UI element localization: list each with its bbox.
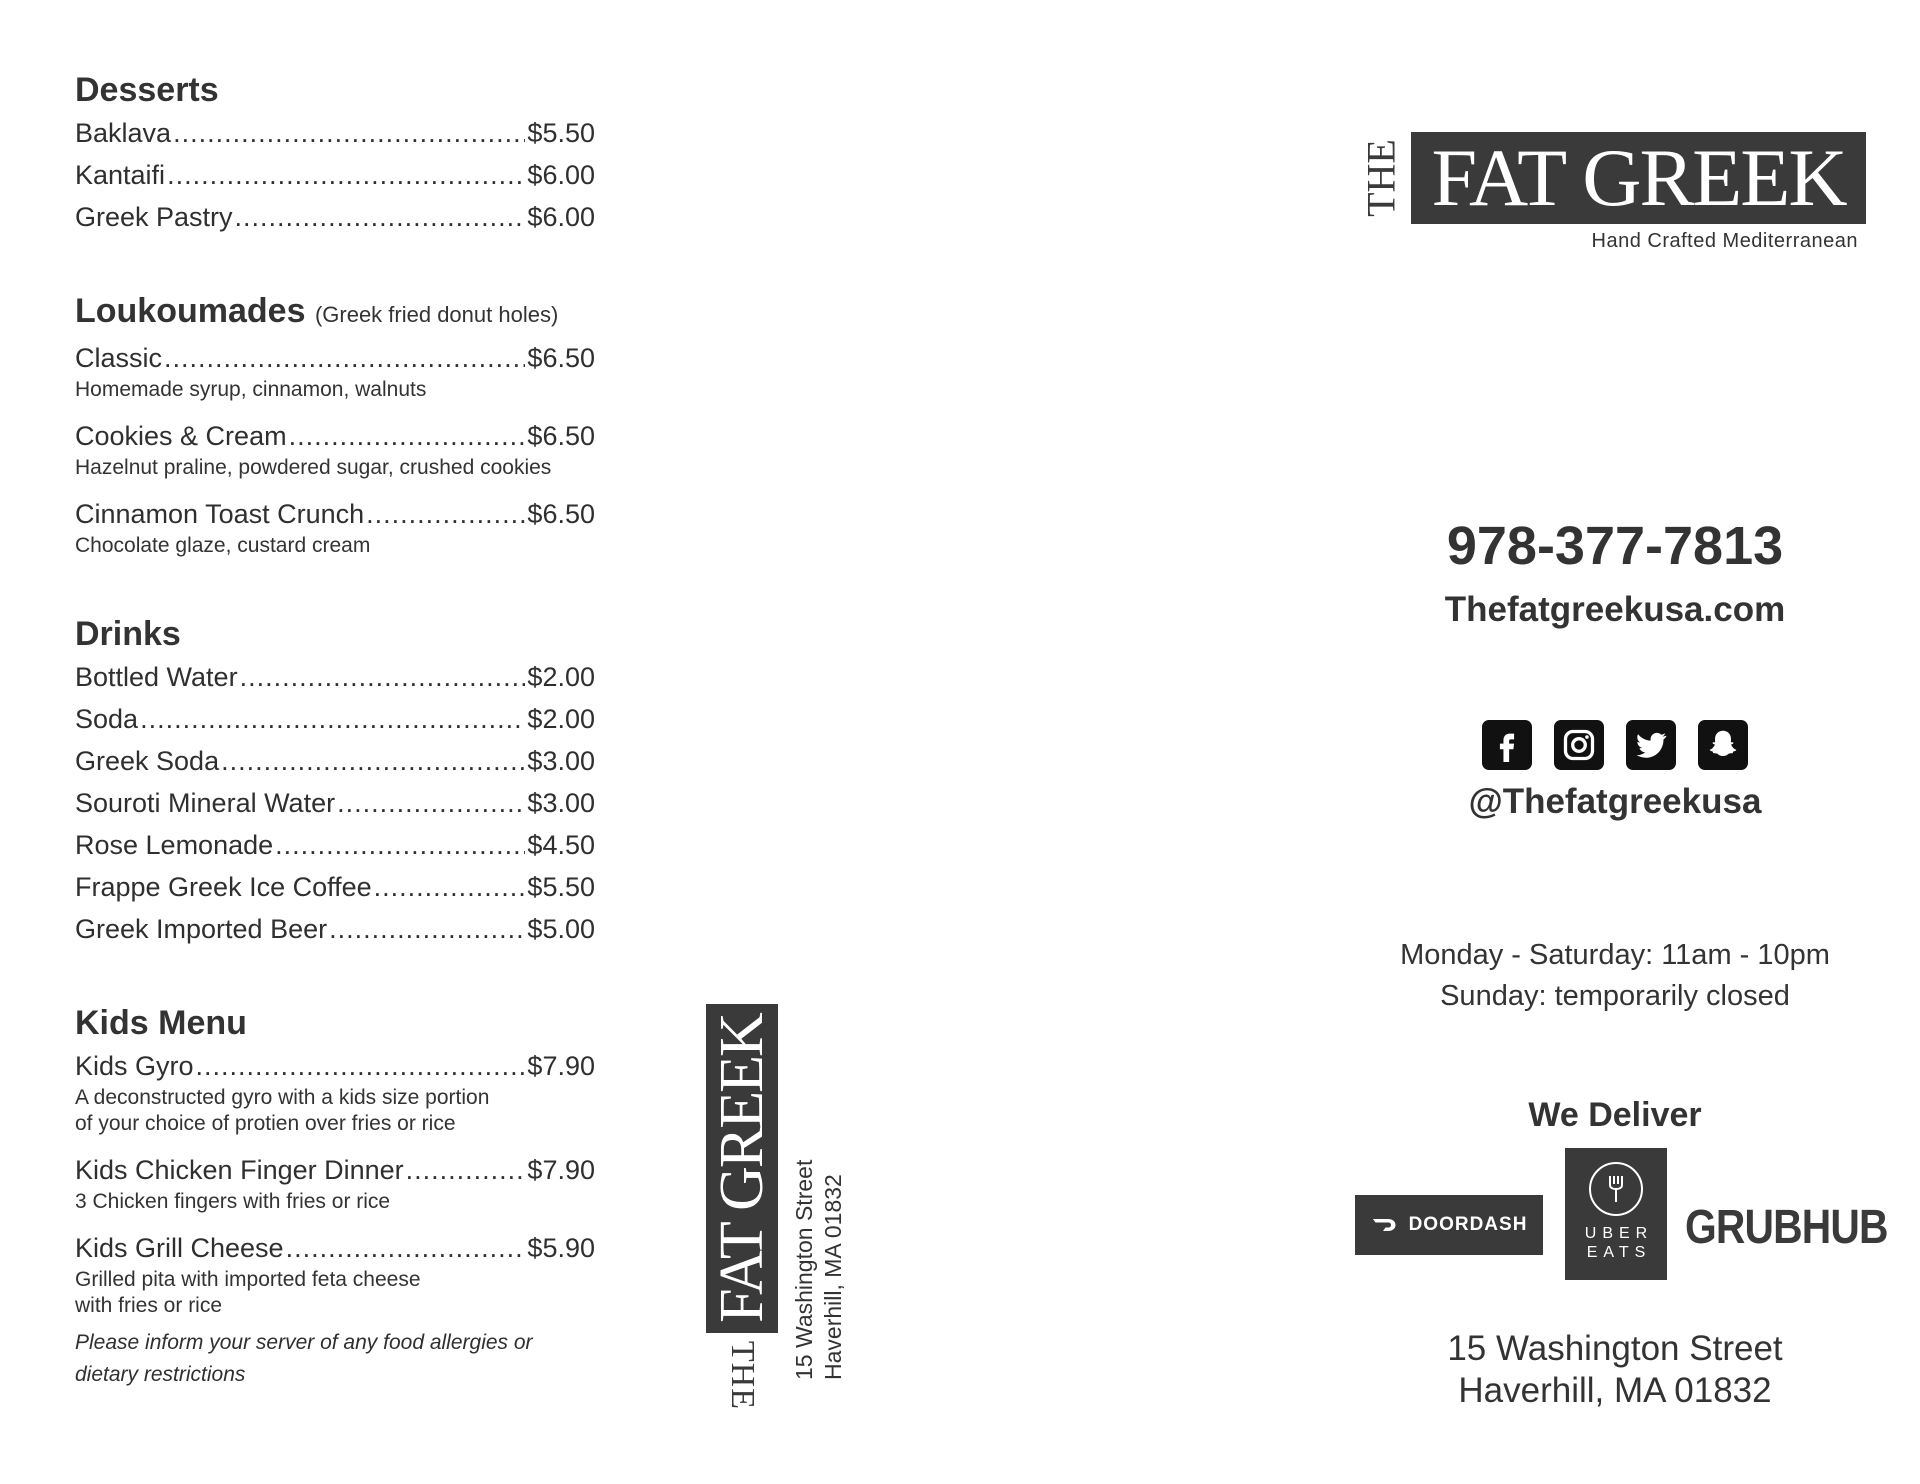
- item-name: Soda: [75, 704, 139, 734]
- delivery-logos: [1355, 1148, 1888, 1278]
- dot-leader: [173, 114, 525, 152]
- website: Thefatgreekusa.com: [1444, 590, 1786, 629]
- spine-logo: [706, 1000, 778, 1410]
- item-price: $2.00: [527, 662, 595, 692]
- spine-rotated: [706, 1000, 846, 1410]
- restaurant-address: [1370, 1328, 1860, 1412]
- social-handle: @Thefatgreekusa: [1468, 782, 1762, 821]
- loukoumades-section: [75, 291, 595, 559]
- item-price: $3.00: [527, 746, 595, 776]
- item-description: A deconstructed gyro with a kids size portion: [75, 1086, 490, 1109]
- item-description: of your choice of protien over fries or rice: [75, 1112, 456, 1135]
- hours-weekdays: Monday - Saturday: 11am - 10pm: [1400, 939, 1830, 971]
- item-description: Hazelnut praline, powdered sugar, crushed cookies: [75, 456, 552, 479]
- dot-leader: [235, 198, 526, 236]
- item-name: Cookies & Cream: [75, 421, 287, 451]
- twitter-icon: [1626, 720, 1676, 770]
- item-price: $7.90: [527, 1155, 595, 1185]
- item-description: Chocolate glaze, custard cream: [75, 534, 371, 557]
- dot-leader: [240, 658, 526, 696]
- instagram-icon: [1554, 720, 1604, 770]
- dot-leader: [329, 910, 525, 948]
- item-price: $6.50: [527, 343, 595, 373]
- item-name: Bottled Water: [75, 662, 238, 692]
- restaurant-logo: [1355, 130, 1870, 260]
- logo-name: FAT GREEK: [1411, 132, 1866, 224]
- item-name: Baklava: [75, 118, 172, 148]
- dot-leader: [374, 868, 526, 906]
- menu-item: [75, 339, 595, 403]
- address-street: 15 Washington Street: [1447, 1329, 1783, 1368]
- item-description: Grilled pita with imported feta cheese: [75, 1268, 421, 1291]
- dot-leader: [406, 1151, 526, 1189]
- spine-street: 15 Washington Street: [791, 1159, 817, 1380]
- doordash-icon: [1371, 1216, 1401, 1234]
- menu-item: [75, 1229, 595, 1319]
- item-price: $2.00: [527, 704, 595, 734]
- allergy-note: Please inform your server of any food allergies or dietary restrictions: [75, 1331, 533, 1386]
- item-name: Souroti Mineral Water: [75, 788, 336, 818]
- item-name: Kantaifi: [75, 160, 166, 190]
- section-title: [75, 291, 595, 335]
- item-price: $4.50: [527, 830, 595, 860]
- menu-item: [75, 784, 595, 822]
- item-price: $6.50: [527, 421, 595, 451]
- dot-leader: [366, 495, 525, 533]
- phone-number: 978-377-7813: [1446, 516, 1784, 576]
- menu-item: [75, 658, 595, 696]
- spine-logo-the: THE: [724, 1340, 761, 1410]
- desserts-section: [75, 70, 595, 236]
- spine-city: Haverhill, MA 01832: [820, 1174, 846, 1380]
- address-city: Haverhill, MA 01832: [1458, 1371, 1772, 1410]
- item-name: Rose Lemonade: [75, 830, 274, 860]
- menu-item: [75, 910, 595, 948]
- dot-leader: [167, 156, 525, 194]
- menu-item: [75, 700, 595, 738]
- menu-item: [75, 417, 595, 481]
- section-title: Desserts: [75, 71, 219, 109]
- opening-hours: [1370, 935, 1860, 1017]
- item-price: $3.00: [527, 788, 595, 818]
- doordash-logo: [1355, 1195, 1543, 1255]
- item-price: $5.90: [527, 1233, 595, 1263]
- social-icons: [1370, 720, 1860, 770]
- spine-address: [790, 1000, 848, 1410]
- item-price: $5.50: [527, 872, 595, 902]
- item-price: $7.90: [527, 1051, 595, 1081]
- fork-icon: [1589, 1162, 1643, 1216]
- menu-item: [75, 826, 595, 864]
- menu-item: [75, 114, 595, 152]
- kids-section: [75, 1003, 595, 1391]
- section-title: Drinks: [75, 615, 181, 653]
- item-price: $5.00: [527, 914, 595, 944]
- section-title-text: Loukoumades: [75, 292, 306, 330]
- logo-the-text: THE: [1358, 139, 1404, 217]
- item-price: $6.00: [527, 202, 595, 232]
- item-description: with fries or rice: [75, 1294, 223, 1317]
- item-description: Homemade syrup, cinnamon, walnuts: [75, 378, 427, 401]
- dot-leader: [140, 700, 525, 738]
- dot-leader: [275, 826, 525, 864]
- logo-tagline: Hand Crafted Mediterranean: [1591, 230, 1858, 252]
- delivery-title: We Deliver: [1528, 1096, 1702, 1134]
- drinks-section: [75, 614, 595, 948]
- menu-item: [75, 1151, 595, 1215]
- menu-item: [75, 868, 595, 906]
- item-name: Greek Pastry: [75, 202, 233, 232]
- dot-leader: [286, 1229, 526, 1267]
- hours-sunday: Sunday: temporarily closed: [1440, 980, 1790, 1012]
- dot-leader: [337, 784, 525, 822]
- ubereats-logo: [1565, 1148, 1667, 1280]
- dot-leader: [164, 339, 525, 377]
- item-name: Classic: [75, 343, 163, 373]
- doordash-text: DOORDASH: [1408, 1214, 1528, 1235]
- dot-leader: [221, 742, 525, 780]
- item-name: Kids Gyro: [75, 1051, 194, 1081]
- item-name: Greek Imported Beer: [75, 914, 328, 944]
- item-price: $6.50: [527, 499, 595, 529]
- item-name: Cinnamon Toast Crunch: [75, 499, 365, 529]
- menu-column: [75, 70, 595, 1391]
- item-price: $6.00: [527, 160, 595, 190]
- dot-leader: [289, 417, 526, 455]
- item-name: Frappe Greek Ice Coffee: [75, 872, 372, 902]
- item-price: $5.50: [527, 118, 595, 148]
- item-name: Kids Grill Cheese: [75, 1233, 284, 1263]
- section-title: Kids Menu: [75, 1004, 247, 1042]
- menu-item: [75, 156, 595, 194]
- menu-item: [75, 198, 595, 236]
- facebook-icon: [1482, 720, 1532, 770]
- uber-line2: EATS: [1586, 1244, 1652, 1261]
- grubhub-logo: GRUBHUB: [1685, 1201, 1888, 1254]
- item-name: Greek Soda: [75, 746, 220, 776]
- section-note: (Greek fried donut holes): [314, 302, 559, 327]
- item-name: Kids Chicken Finger Dinner: [75, 1155, 404, 1185]
- spine-panel: [706, 1000, 846, 1410]
- menu-item: [75, 495, 595, 559]
- spine-logo-name: FAT GREEK: [706, 1004, 778, 1333]
- snapchat-icon: [1698, 720, 1748, 770]
- menu-item: [75, 742, 595, 780]
- menu-item: [75, 1047, 595, 1137]
- logo-the: [1355, 130, 1407, 226]
- dot-leader: [196, 1047, 526, 1085]
- item-description: 3 Chicken fingers with fries or rice: [75, 1190, 391, 1213]
- uber-line1: UBER: [1584, 1225, 1654, 1242]
